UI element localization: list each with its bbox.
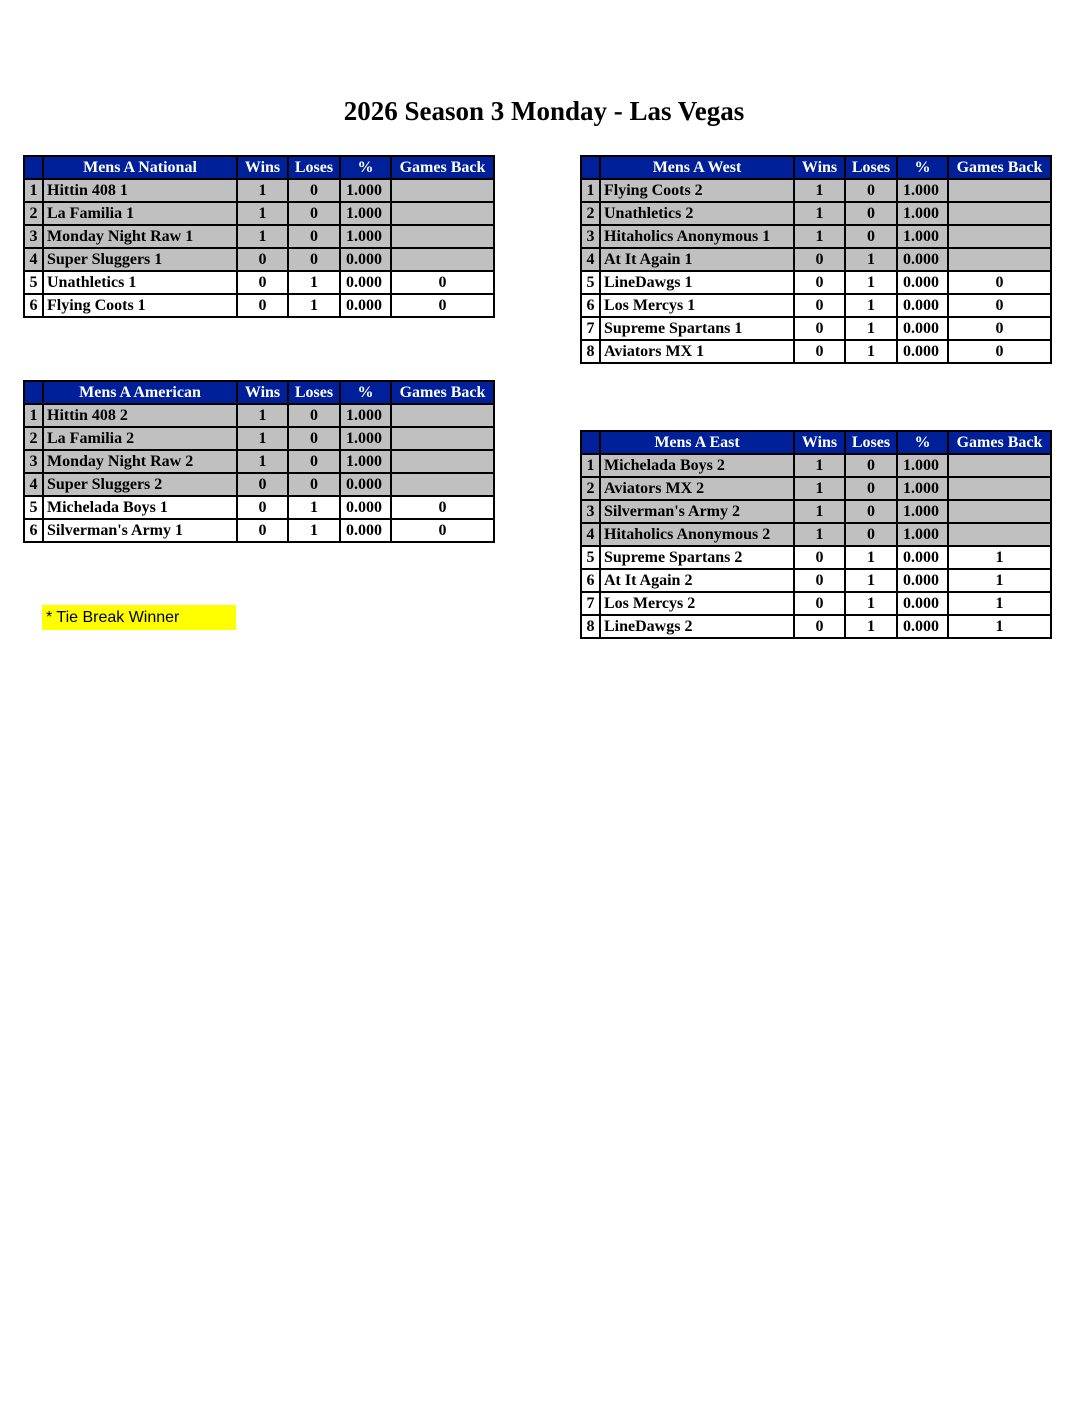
team-name-cell: Los Mercys 2 <box>600 592 794 615</box>
loses-cell: 0 <box>288 179 340 202</box>
header-games-back: Games Back <box>948 431 1051 454</box>
wins-cell: 0 <box>237 496 288 519</box>
team-name-cell: Super Sluggers 1 <box>43 248 237 271</box>
pct-cell: 0.000 <box>340 496 391 519</box>
games-back-cell: 0 <box>391 294 494 317</box>
header-pct: % <box>897 431 948 454</box>
team-name-cell: At It Again 1 <box>600 248 794 271</box>
wins-cell: 1 <box>237 225 288 248</box>
wins-cell: 0 <box>794 294 845 317</box>
loses-cell: 1 <box>845 340 897 363</box>
header-division: Mens A American <box>43 381 237 404</box>
table-row <box>581 317 1051 340</box>
pct-cell: 1.000 <box>340 450 391 473</box>
table-row <box>581 615 1051 638</box>
loses-cell: 1 <box>845 248 897 271</box>
header-rank <box>581 156 600 179</box>
pct-cell: 0.000 <box>897 294 948 317</box>
wins-cell: 1 <box>237 179 288 202</box>
table-row <box>581 271 1051 294</box>
team-name-cell: Michelada Boys 2 <box>600 454 794 477</box>
table-row <box>24 427 494 450</box>
rank-cell: 1 <box>581 454 600 477</box>
header-pct: % <box>340 381 391 404</box>
pct-cell: 0.000 <box>897 592 948 615</box>
rank-cell: 7 <box>581 317 600 340</box>
pct-cell: 1.000 <box>897 523 948 546</box>
pct-cell: 0.000 <box>897 340 948 363</box>
loses-cell: 0 <box>845 179 897 202</box>
team-name-cell: Hittin 408 1 <box>43 179 237 202</box>
pct-cell: 1.000 <box>340 225 391 248</box>
pct-cell: 0.000 <box>340 271 391 294</box>
header-loses: Loses <box>288 381 340 404</box>
header-wins: Wins <box>237 381 288 404</box>
wins-cell: 1 <box>794 202 845 225</box>
table-row <box>24 519 494 542</box>
loses-cell: 1 <box>288 496 340 519</box>
games-back-cell: 0 <box>948 294 1051 317</box>
rank-cell: 8 <box>581 615 600 638</box>
table-row <box>24 202 494 225</box>
games-back-cell <box>948 477 1051 500</box>
wins-cell: 1 <box>794 523 845 546</box>
games-back-cell <box>391 248 494 271</box>
games-back-cell <box>391 473 494 496</box>
pct-cell: 1.000 <box>897 477 948 500</box>
pct-cell: 0.000 <box>340 473 391 496</box>
team-name-cell: Unathletics 2 <box>600 202 794 225</box>
team-name-cell: Monday Night Raw 1 <box>43 225 237 248</box>
games-back-cell <box>391 427 494 450</box>
team-name-cell: Supreme Spartans 2 <box>600 546 794 569</box>
table-row <box>24 473 494 496</box>
pct-cell: 0.000 <box>897 546 948 569</box>
games-back-cell: 1 <box>948 569 1051 592</box>
rank-cell: 5 <box>581 546 600 569</box>
team-name-cell: Flying Coots 1 <box>43 294 237 317</box>
table-row <box>581 569 1051 592</box>
games-back-cell: 0 <box>391 519 494 542</box>
rank-cell: 2 <box>581 477 600 500</box>
header-row <box>581 431 1051 454</box>
header-division: Mens A East <box>600 431 794 454</box>
table-row <box>24 404 494 427</box>
pct-cell: 0.000 <box>897 317 948 340</box>
rank-cell: 4 <box>24 248 43 271</box>
loses-cell: 1 <box>845 569 897 592</box>
table-row <box>24 179 494 202</box>
table-row <box>24 496 494 519</box>
header-games-back: Games Back <box>391 156 494 179</box>
table-row <box>581 592 1051 615</box>
team-name-cell: Aviators MX 2 <box>600 477 794 500</box>
team-name-cell: Silverman's Army 1 <box>43 519 237 542</box>
games-back-cell <box>391 450 494 473</box>
header-wins: Wins <box>794 156 845 179</box>
header-rank <box>24 156 43 179</box>
team-name-cell: La Familia 1 <box>43 202 237 225</box>
standings-table-west <box>580 155 1052 364</box>
header-division: Mens A National <box>43 156 237 179</box>
wins-cell: 1 <box>794 225 845 248</box>
rank-cell: 2 <box>24 202 43 225</box>
wins-cell: 0 <box>794 592 845 615</box>
loses-cell: 0 <box>845 477 897 500</box>
loses-cell: 1 <box>845 615 897 638</box>
header-loses: Loses <box>845 431 897 454</box>
loses-cell: 0 <box>288 202 340 225</box>
games-back-cell <box>948 202 1051 225</box>
pct-cell: 1.000 <box>897 500 948 523</box>
header-row <box>24 156 494 179</box>
header-games-back: Games Back <box>391 381 494 404</box>
rank-cell: 8 <box>581 340 600 363</box>
pct-cell: 1.000 <box>897 179 948 202</box>
table-row <box>24 248 494 271</box>
rank-cell: 4 <box>581 523 600 546</box>
loses-cell: 0 <box>288 427 340 450</box>
loses-cell: 1 <box>845 317 897 340</box>
loses-cell: 1 <box>288 519 340 542</box>
rank-cell: 3 <box>24 450 43 473</box>
rank-cell: 5 <box>581 271 600 294</box>
rank-cell: 1 <box>581 179 600 202</box>
table-row <box>24 450 494 473</box>
games-back-cell <box>391 404 494 427</box>
team-name-cell: Hittin 408 2 <box>43 404 237 427</box>
loses-cell: 0 <box>288 450 340 473</box>
table-row <box>581 340 1051 363</box>
pct-cell: 1.000 <box>897 225 948 248</box>
table-row <box>581 546 1051 569</box>
wins-cell: 0 <box>237 473 288 496</box>
rank-cell: 1 <box>24 404 43 427</box>
games-back-cell <box>391 179 494 202</box>
wins-cell: 0 <box>794 615 845 638</box>
table-row <box>24 294 494 317</box>
tie-break-legend: * Tie Break Winner <box>42 605 236 630</box>
wins-cell: 0 <box>794 569 845 592</box>
games-back-cell: 1 <box>948 615 1051 638</box>
rank-cell: 1 <box>24 179 43 202</box>
loses-cell: 0 <box>845 500 897 523</box>
table-row <box>581 225 1051 248</box>
wins-cell: 0 <box>794 340 845 363</box>
games-back-cell <box>948 225 1051 248</box>
loses-cell: 0 <box>288 225 340 248</box>
team-name-cell: Monday Night Raw 2 <box>43 450 237 473</box>
table-row <box>581 294 1051 317</box>
team-name-cell: At It Again 2 <box>600 569 794 592</box>
games-back-cell <box>948 179 1051 202</box>
rank-cell: 6 <box>24 519 43 542</box>
games-back-cell: 0 <box>391 271 494 294</box>
team-name-cell: La Familia 2 <box>43 427 237 450</box>
header-division: Mens A West <box>600 156 794 179</box>
games-back-cell: 0 <box>948 340 1051 363</box>
table-row <box>24 225 494 248</box>
loses-cell: 1 <box>845 546 897 569</box>
loses-cell: 0 <box>288 404 340 427</box>
header-rank <box>24 381 43 404</box>
games-back-cell <box>948 454 1051 477</box>
wins-cell: 1 <box>237 202 288 225</box>
games-back-cell <box>391 202 494 225</box>
pct-cell: 1.000 <box>340 202 391 225</box>
rank-cell: 7 <box>581 592 600 615</box>
team-name-cell: LineDawgs 1 <box>600 271 794 294</box>
games-back-cell: 0 <box>391 496 494 519</box>
pct-cell: 0.000 <box>897 615 948 638</box>
pct-cell: 0.000 <box>897 248 948 271</box>
table-row <box>581 179 1051 202</box>
table-row <box>581 500 1051 523</box>
loses-cell: 1 <box>845 592 897 615</box>
pct-cell: 1.000 <box>340 427 391 450</box>
team-name-cell: Supreme Spartans 1 <box>600 317 794 340</box>
wins-cell: 1 <box>237 450 288 473</box>
table-row <box>581 523 1051 546</box>
team-name-cell: Aviators MX 1 <box>600 340 794 363</box>
pct-cell: 0.000 <box>340 519 391 542</box>
rank-cell: 3 <box>581 225 600 248</box>
games-back-cell: 0 <box>948 271 1051 294</box>
rank-cell: 4 <box>24 473 43 496</box>
wins-cell: 0 <box>237 271 288 294</box>
games-back-cell <box>391 225 494 248</box>
wins-cell: 0 <box>794 546 845 569</box>
pct-cell: 1.000 <box>340 404 391 427</box>
wins-cell: 0 <box>237 248 288 271</box>
loses-cell: 0 <box>288 473 340 496</box>
standings-table-east <box>580 430 1052 639</box>
team-name-cell: Super Sluggers 2 <box>43 473 237 496</box>
standings-table-national <box>23 155 495 318</box>
wins-cell: 0 <box>237 294 288 317</box>
header-pct: % <box>897 156 948 179</box>
games-back-cell: 1 <box>948 546 1051 569</box>
rank-cell: 4 <box>581 248 600 271</box>
table-row <box>581 477 1051 500</box>
wins-cell: 1 <box>237 404 288 427</box>
team-name-cell: Unathletics 1 <box>43 271 237 294</box>
rank-cell: 3 <box>581 500 600 523</box>
loses-cell: 0 <box>845 523 897 546</box>
pct-cell: 0.000 <box>340 248 391 271</box>
page-title: 2026 Season 3 Monday - Las Vegas <box>343 96 745 126</box>
pct-cell: 1.000 <box>340 179 391 202</box>
header-wins: Wins <box>794 431 845 454</box>
wins-cell: 1 <box>794 500 845 523</box>
loses-cell: 0 <box>288 248 340 271</box>
standings-table-american <box>23 380 495 543</box>
header-row <box>24 381 494 404</box>
games-back-cell <box>948 248 1051 271</box>
table-row <box>24 271 494 294</box>
team-name-cell: Flying Coots 2 <box>600 179 794 202</box>
wins-cell: 1 <box>794 454 845 477</box>
wins-cell: 0 <box>237 519 288 542</box>
table-row <box>581 454 1051 477</box>
pct-cell: 1.000 <box>897 454 948 477</box>
rank-cell: 3 <box>24 225 43 248</box>
loses-cell: 1 <box>288 271 340 294</box>
pct-cell: 0.000 <box>897 569 948 592</box>
header-games-back: Games Back <box>948 156 1051 179</box>
loses-cell: 0 <box>845 202 897 225</box>
team-name-cell: Michelada Boys 1 <box>43 496 237 519</box>
header-row <box>581 156 1051 179</box>
wins-cell: 0 <box>794 248 845 271</box>
rank-cell: 6 <box>581 294 600 317</box>
pct-cell: 0.000 <box>340 294 391 317</box>
header-rank <box>581 431 600 454</box>
rank-cell: 2 <box>581 202 600 225</box>
team-name-cell: Silverman's Army 2 <box>600 500 794 523</box>
rank-cell: 6 <box>581 569 600 592</box>
games-back-cell: 1 <box>948 592 1051 615</box>
wins-cell: 1 <box>237 427 288 450</box>
wins-cell: 1 <box>794 179 845 202</box>
loses-cell: 0 <box>845 454 897 477</box>
games-back-cell <box>948 500 1051 523</box>
rank-cell: 6 <box>24 294 43 317</box>
table-row <box>581 202 1051 225</box>
header-pct: % <box>340 156 391 179</box>
loses-cell: 1 <box>288 294 340 317</box>
loses-cell: 1 <box>845 294 897 317</box>
games-back-cell <box>948 523 1051 546</box>
games-back-cell: 0 <box>948 317 1051 340</box>
table-row <box>581 248 1051 271</box>
rank-cell: 5 <box>24 271 43 294</box>
rank-cell: 2 <box>24 427 43 450</box>
loses-cell: 1 <box>845 271 897 294</box>
wins-cell: 0 <box>794 317 845 340</box>
header-loses: Loses <box>288 156 340 179</box>
team-name-cell: Los Mercys 1 <box>600 294 794 317</box>
team-name-cell: Hitaholics Anonymous 1 <box>600 225 794 248</box>
loses-cell: 0 <box>845 225 897 248</box>
team-name-cell: LineDawgs 2 <box>600 615 794 638</box>
wins-cell: 0 <box>794 271 845 294</box>
header-wins: Wins <box>237 156 288 179</box>
wins-cell: 1 <box>794 477 845 500</box>
pct-cell: 1.000 <box>897 202 948 225</box>
header-loses: Loses <box>845 156 897 179</box>
team-name-cell: Hitaholics Anonymous 2 <box>600 523 794 546</box>
rank-cell: 5 <box>24 496 43 519</box>
pct-cell: 0.000 <box>897 271 948 294</box>
